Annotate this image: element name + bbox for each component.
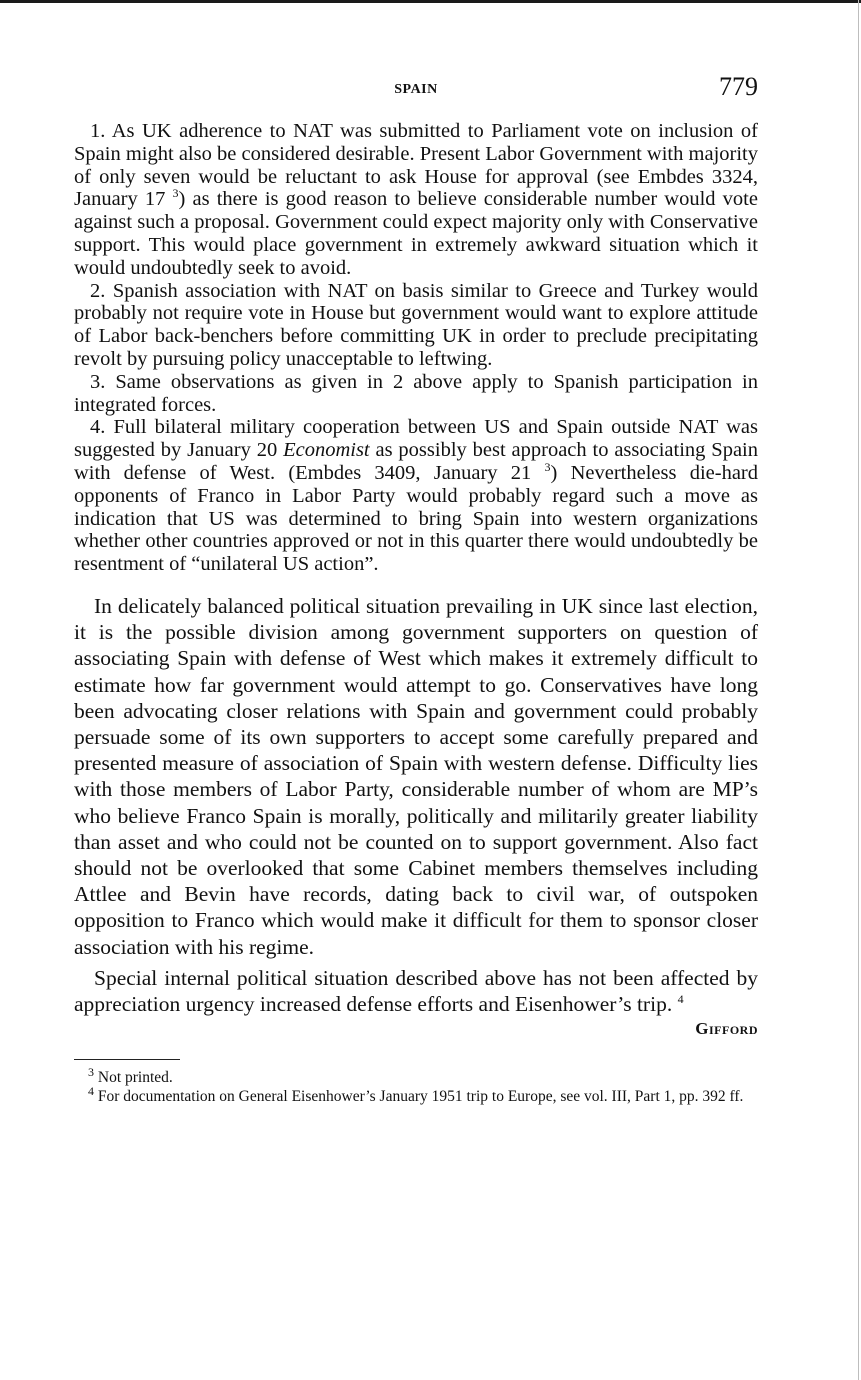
footnote-marker: 4 — [88, 1084, 94, 1099]
numbered-point-3: 3. Same observations as given in 2 above apply to Spanish participation in integrated forces. — [74, 370, 758, 416]
footnote-reference: 3 — [544, 460, 551, 475]
point-text: as possibly best approach to associating Spain with defense of West. (Embdes 3409, January 21 — [74, 439, 758, 484]
point-text: 1. As UK adherence to NAT was submitted to Parliament vote on inclusion of Spain might also be considered desirable. Present Labor Government with majority of only seven would be reluctant to ask House for approval (see Embdes 3324, January 17 — [74, 120, 758, 211]
footnote-text: Not printed. — [94, 1069, 173, 1087]
point-text: ) Nevertheless die-hard opponents of Franco in Labor Party would probably regard such a move as indication that US was determined to bring Spain into western organizations whether other countries approved or not in this quarter there would undoubtedly be resentment of “unilateral US action”. — [74, 461, 759, 576]
footnote-3 — [74, 1065, 758, 1087]
numbered-point-1 — [74, 120, 758, 280]
footnote-marker: 3 — [88, 1065, 94, 1080]
body-paragraph-2 — [74, 965, 758, 1017]
numbered-point-4 — [74, 416, 758, 576]
numbered-point-2: 2. Spanish association with NAT on basis similar to Greece and Turkey would probably not require vote in House but government would want to explore attitude of Labor back-benchers before committing UK in order to preclude precipitating revolt by pursuing policy unacceptable to leftwing. — [74, 279, 758, 370]
publication-title: Economist — [283, 439, 370, 462]
point-text: ) as there is good reason to believe considerable number would vote against such a proposal. Government could expect majority only with Conservative support. This would place government in extremely awkward situation which it would undoubtedly seek to avoid. — [74, 188, 758, 279]
footnotes — [74, 1065, 758, 1106]
body-paragraph-1: In delicately balanced political situation prevailing in UK since last election, it is the possible division among government supporters on question of associating Spain with defense of West which makes it extremely difficult to estimate how far government would attempt to go. Conservatives have long been advocating closer relations with Spain and government could probably persuade some of its own supporters to accept some carefully prepared and presented measure of association of Spain with western defense. Difficulty lies with those members of Labor Party, considerable number of whom are MP’s who believe Franco Spain is morally, politically and militarily greater liability than asset and who could not be counted on to support government. Also fact should not be overlooked that some Cabinet members themselves including Attlee and Bevin have records, dating back to civil war, of outspoken opposition to Franco which would make it difficult for them to sponsor closer association with his regime. — [74, 593, 758, 959]
page-header — [74, 72, 758, 108]
footnote-divider — [74, 1059, 180, 1060]
paragraph-text: Special internal political situation described above has not been affected by appreciation urgency increased defense efforts and Eisenhower’s trip. — [74, 965, 758, 1016]
signature: Gifford — [695, 1019, 758, 1039]
footnote-4 — [74, 1084, 758, 1106]
page-number: 779 — [719, 72, 758, 101]
page-right-edge — [858, 0, 859, 1380]
point-text: 4. Full bilateral military cooperation between US and Spain outside NAT was suggested by January 20 — [74, 416, 758, 462]
footnote-reference: 3 — [172, 186, 179, 201]
document-body — [74, 120, 758, 1106]
page-top-rule — [0, 0, 861, 3]
footnote-text: For documentation on General Eisenhower’s January 1951 trip to Europe, see vol. III, Part 1, pp. 392 ff. — [94, 1088, 744, 1106]
running-head: SPAIN — [394, 82, 438, 97]
footnote-reference: 4 — [677, 991, 684, 1006]
